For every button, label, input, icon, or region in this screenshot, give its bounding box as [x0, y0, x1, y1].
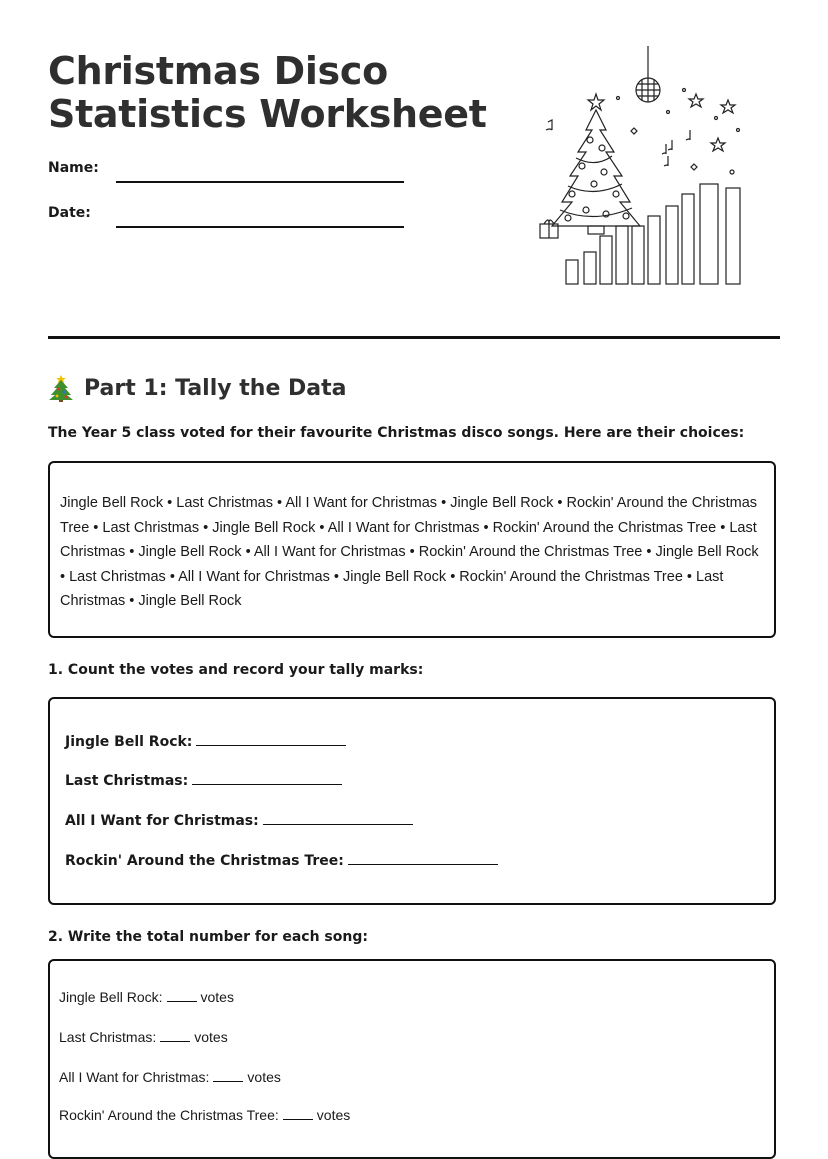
total-row-label: Rockin' Around the Christmas Tree: [59, 1107, 279, 1123]
christmas-tree-icon [48, 374, 74, 402]
tally-row-label: Jingle Bell Rock: [65, 734, 193, 750]
total-row-label: Last Christmas: [59, 1029, 157, 1045]
title-line-1: Christmas Disco [48, 49, 388, 93]
total-row-last-christmas[interactable] [59, 1029, 228, 1045]
total-answer-line[interactable] [283, 1119, 313, 1120]
part1-heading-text: Part 1: Tally the Data [84, 375, 347, 401]
tally-answer-line[interactable] [348, 864, 498, 865]
christmas-tree-disco-ball-bar-chart-illustration [532, 44, 748, 290]
total-answer-line[interactable] [213, 1081, 243, 1082]
date-label: Date: [48, 205, 91, 221]
tally-row-all-i-want-for-christmas[interactable] [65, 813, 413, 829]
part1-intro: The Year 5 class voted for their favourite Christmas disco songs. Here are their choices: [48, 425, 745, 441]
total-answer-line[interactable] [167, 1001, 197, 1002]
votes-list-text: Jingle Bell Rock • Last Christmas • All I Want for Christmas • Jingle Bell Rock • Rockin' Around the Christmas Tree • Last Christmas • Jingle Bell Rock • All I Want for Christmas • Rockin' Around the Christmas Tree • Last Christmas • Jingle Bell Rock • All I Want for Christmas • Rockin' Around the Christmas Tree • Jingle Bell Rock • Last Christmas • All I Want for Christmas • Jingle Bell Rock • Rockin' Around the Christmas Tree • Last Christmas • Jingle Bell Rock [60, 495, 759, 609]
total-unit: votes [194, 1029, 228, 1045]
name-label: Name: [48, 160, 99, 176]
question1-label: 1. Count the votes and record your tally marks: [48, 662, 424, 678]
total-unit: votes [316, 1107, 351, 1123]
date-line[interactable] [116, 226, 404, 228]
tally-row-jingle-bell-rock[interactable] [65, 734, 346, 750]
worksheet-header [48, 0, 780, 340]
tally-box [48, 697, 776, 905]
total-unit: votes [247, 1069, 281, 1085]
title-line-2: Statistics Worksheet [48, 92, 487, 136]
worksheet-title [48, 50, 487, 136]
tally-answer-line[interactable] [192, 784, 342, 785]
total-answer-line[interactable] [160, 1041, 190, 1042]
total-row-label: Jingle Bell Rock: [59, 989, 163, 1005]
total-row-rockin-around[interactable] [59, 1107, 350, 1123]
worksheet-page [48, 0, 780, 1123]
tally-row-label: Rockin' Around the Christmas Tree: [65, 853, 344, 869]
tally-answer-line[interactable] [263, 824, 413, 825]
tally-row-last-christmas[interactable] [65, 773, 342, 789]
question2-label: 2. Write the total number for each song: [48, 929, 368, 945]
tally-row-label: Last Christmas: [65, 773, 189, 789]
total-row-jingle-bell-rock[interactable] [59, 989, 234, 1005]
totals-box [48, 959, 776, 1159]
votes-data-box [48, 461, 776, 638]
date-field[interactable] [48, 205, 408, 235]
tally-answer-line[interactable] [196, 745, 346, 746]
tally-row-rockin-around[interactable] [65, 853, 498, 869]
section-divider [48, 336, 780, 339]
total-row-label: All I Want for Christmas: [59, 1069, 210, 1085]
part1-heading [48, 374, 347, 402]
total-row-all-i-want-for-christmas[interactable] [59, 1069, 281, 1085]
total-unit: votes [200, 989, 234, 1005]
name-line[interactable] [116, 181, 404, 183]
tally-row-label: All I Want for Christmas: [65, 813, 259, 829]
name-field[interactable] [48, 160, 408, 190]
